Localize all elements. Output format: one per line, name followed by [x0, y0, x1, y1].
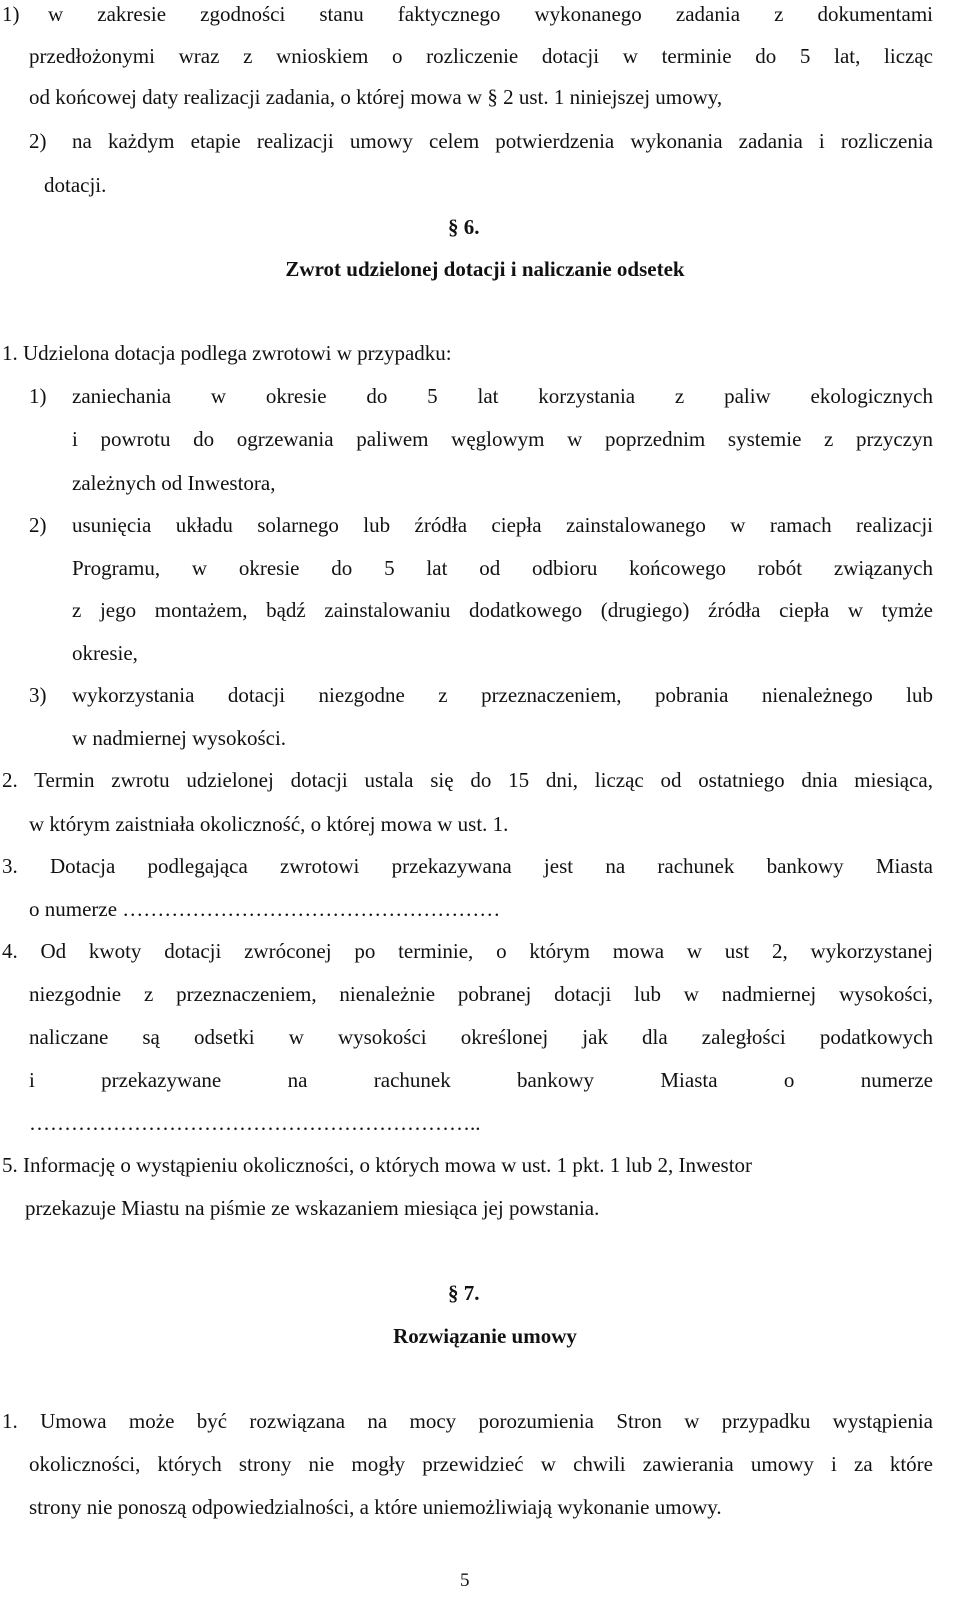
paragraph-text: 1. Udzielona dotacja podlega zwrotowi w przypadku: — [2, 341, 452, 365]
list-item-number: 3) — [29, 683, 47, 707]
list-item-number: 2) — [29, 513, 47, 537]
paragraph-text: naliczane są odsetki w wysokości określonej jak dla zaległości podatkowych — [29, 1025, 933, 1049]
list-item-number: 1) — [29, 384, 47, 408]
paragraph-text: 1. Umowa może być rozwiązana na mocy porozumienia Stron w przypadku wystąpienia — [2, 1409, 933, 1433]
list-item-text: okresie, — [72, 641, 138, 665]
section-title: Zwrot udzielonej dotacji i naliczanie odsetek — [285, 257, 685, 281]
paragraph-text: niezgodnie z przeznaczeniem, nienależnie pobranej dotacji lub w nadmiernej wysokości, — [29, 982, 933, 1006]
paragraph-text: w którym zaistniała okoliczność, o której mowa w ust. 1. — [29, 812, 509, 836]
list-item-text: dotacji. — [44, 173, 107, 197]
list-item-text: i powrotu do ogrzewania paliwem węglowym w poprzednim systemie z przyczyn — [72, 427, 933, 451]
list-item-text: przedłożonymi wraz z wnioskiem o rozliczenie dotacji w terminie do 5 lat, licząc — [29, 44, 933, 68]
list-item-text: Programu, w okresie do 5 lat od odbioru końcowego robót związanych — [72, 556, 933, 580]
list-item-text: od końcowej daty realizacji zadania, o której mowa w § 2 ust. 1 niniejszej umowy, — [29, 85, 723, 109]
list-item-text: z jego montażem, bądź zainstalowaniu dodatkowego (drugiego) źródła ciepła w tymże — [72, 598, 933, 622]
list-item-text: zależnych od Inwestora, — [72, 471, 276, 495]
paragraph-text: strony nie ponoszą odpowiedzialności, a które uniemożliwiają wykonanie umowy. — [29, 1495, 722, 1519]
list-item-text: w zakresie zgodności stanu faktycznego wykonanego zadania z dokumentami — [48, 2, 933, 26]
list-item-text: wykorzystania dotacji niezgodne z przeznaczeniem, pobrania nienależnego lub — [72, 683, 933, 707]
list-item-text: zaniechania w okresie do 5 lat korzystania z paliw ekologicznych — [72, 384, 933, 408]
paragraph-text: i przekazywane na rachunek bankowy Miasta o numerze — [29, 1068, 933, 1092]
paragraph-text: 3. Dotacja podlegająca zwrotowi przekazywana jest na rachunek bankowy Miasta — [2, 854, 933, 878]
list-item-text: w nadmiernej wysokości. — [72, 726, 287, 750]
list-item-text: usunięcia układu solarnego lub źródła ciepła zainstalowanego w ramach realizacji — [72, 513, 933, 537]
section-number: § 7. — [448, 1281, 480, 1305]
list-item-number: 1) — [2, 2, 20, 26]
section-number: § 6. — [448, 215, 480, 239]
page-number: 5 — [460, 1570, 470, 1591]
paragraph-text: 4. Od kwoty dotacji zwróconej po terminie, o którym mowa w ust 2, wykorzystanej — [2, 939, 933, 963]
list-item-text: na każdym etapie realizacji umowy celem potwierdzenia wykonania zadania i rozliczenia — [72, 129, 933, 153]
paragraph-text: okoliczności, których strony nie mogły przewidzieć w chwili zawierania umowy i za które — [29, 1452, 933, 1476]
section-title: Rozwiązanie umowy — [393, 1324, 577, 1348]
paragraph-text: ……………………………………………………….. — [29, 1111, 481, 1135]
list-item-number: 2) — [29, 129, 47, 153]
paragraph-text: o numerze ……………………………………………… — [29, 897, 501, 921]
paragraph-text: 5. Informację o wystąpieniu okoliczności, o których mowa w ust. 1 pkt. 1 lub 2, Inwestor — [2, 1153, 753, 1177]
paragraph-text: 2. Termin zwrotu udzielonej dotacji ustala się do 15 dni, licząc od ostatniego dnia miesiąca, — [2, 768, 933, 792]
paragraph-text: przekazuje Miastu na piśmie ze wskazaniem miesiąca jej powstania. — [25, 1196, 600, 1220]
